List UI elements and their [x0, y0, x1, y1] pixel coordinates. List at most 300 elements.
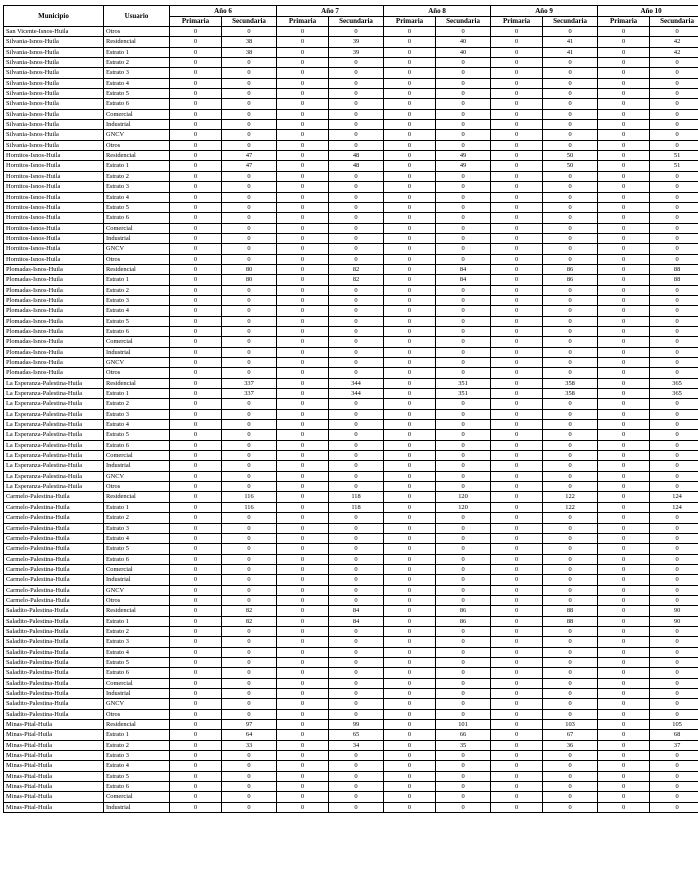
cell-usuario: Residencial: [104, 37, 170, 47]
cell-secundaria: 67: [543, 730, 598, 740]
cell-primaria: 0: [491, 606, 543, 616]
cell-secundaria: 0: [650, 89, 698, 99]
cell-primaria: 0: [598, 171, 650, 181]
table-row: [4, 420, 698, 430]
table-row: [4, 502, 698, 512]
cell-secundaria: 0: [329, 368, 384, 378]
cell-primaria: 0: [491, 223, 543, 233]
cell-primaria: 0: [384, 378, 436, 388]
cell-primaria: 0: [491, 782, 543, 792]
table-row: [4, 771, 698, 781]
cell-primaria: 0: [170, 709, 222, 719]
cell-primaria: 0: [598, 202, 650, 212]
cell-primaria: 0: [598, 99, 650, 109]
cell-usuario: Estrato 2: [104, 513, 170, 523]
cell-municipio: Carmelo-Palestina-Huila: [4, 523, 104, 533]
cell-secundaria: 337: [222, 378, 277, 388]
cell-primaria: 0: [277, 564, 329, 574]
cell-secundaria: 82: [329, 275, 384, 285]
cell-secundaria: 68: [650, 730, 698, 740]
cell-primaria: 0: [277, 130, 329, 140]
cell-primaria: 0: [598, 399, 650, 409]
table-row: [4, 554, 698, 564]
cell-primaria: 0: [384, 471, 436, 481]
cell-primaria: 0: [598, 233, 650, 243]
cell-secundaria: 0: [650, 761, 698, 771]
cell-municipio: Minas-Pital-Huila: [4, 761, 104, 771]
cell-primaria: 0: [598, 68, 650, 78]
cell-secundaria: 0: [543, 699, 598, 709]
cell-secundaria: 0: [650, 140, 698, 150]
cell-primaria: 0: [384, 792, 436, 802]
cell-municipio: Saladito-Palestina-Huila: [4, 647, 104, 657]
cell-primaria: 0: [170, 130, 222, 140]
cell-primaria: 0: [598, 409, 650, 419]
cell-primaria: 0: [170, 192, 222, 202]
cell-primaria: 0: [384, 782, 436, 792]
cell-secundaria: 0: [222, 130, 277, 140]
cell-secundaria: 36: [543, 740, 598, 750]
cell-secundaria: 0: [650, 595, 698, 605]
cell-primaria: 0: [277, 161, 329, 171]
cell-primaria: 0: [277, 771, 329, 781]
cell-primaria: 0: [598, 140, 650, 150]
cell-usuario: Estrato 1: [104, 389, 170, 399]
cell-primaria: 0: [491, 451, 543, 461]
cell-secundaria: 0: [650, 316, 698, 326]
cell-secundaria: 0: [650, 368, 698, 378]
cell-primaria: 0: [170, 492, 222, 502]
cell-secundaria: 86: [543, 264, 598, 274]
cell-primaria: 0: [384, 389, 436, 399]
cell-primaria: 0: [384, 192, 436, 202]
cell-primaria: 0: [491, 254, 543, 264]
cell-secundaria: 0: [222, 326, 277, 336]
cell-secundaria: 0: [222, 68, 277, 78]
table-row: [4, 471, 698, 481]
cell-secundaria: 0: [650, 192, 698, 202]
cell-secundaria: 0: [222, 761, 277, 771]
cell-municipio: Minas-Pital-Huila: [4, 802, 104, 812]
cell-primaria: 0: [491, 689, 543, 699]
cell-usuario: GNCV: [104, 244, 170, 254]
cell-secundaria: 0: [222, 647, 277, 657]
cell-secundaria: 0: [650, 657, 698, 667]
cell-secundaria: 88: [650, 275, 698, 285]
cell-usuario: Estrato 3: [104, 523, 170, 533]
cell-primaria: 0: [491, 151, 543, 161]
cell-primaria: 0: [491, 626, 543, 636]
cell-primaria: 0: [277, 616, 329, 626]
cell-primaria: 0: [170, 37, 222, 47]
table-row: [4, 213, 698, 223]
cell-primaria: 0: [277, 657, 329, 667]
cell-secundaria: 0: [222, 202, 277, 212]
cell-primaria: 0: [277, 316, 329, 326]
cell-secundaria: 0: [650, 27, 698, 37]
cell-secundaria: 82: [222, 616, 277, 626]
cell-usuario: Industrial: [104, 802, 170, 812]
cell-primaria: 0: [491, 761, 543, 771]
cell-primaria: 0: [170, 58, 222, 68]
cell-primaria: 0: [491, 647, 543, 657]
cell-primaria: 0: [598, 761, 650, 771]
cell-municipio: San Vicente-Isnos-Huila: [4, 27, 104, 37]
cell-secundaria: 0: [650, 471, 698, 481]
cell-secundaria: 82: [329, 264, 384, 274]
cell-primaria: 0: [384, 295, 436, 305]
cell-secundaria: 0: [650, 109, 698, 119]
cell-primaria: 0: [491, 161, 543, 171]
cell-municipio: Minas-Pital-Huila: [4, 792, 104, 802]
cell-secundaria: 0: [650, 326, 698, 336]
cell-secundaria: 0: [436, 451, 491, 461]
cell-secundaria: 0: [329, 626, 384, 636]
cell-secundaria: 0: [222, 689, 277, 699]
cell-primaria: 0: [277, 699, 329, 709]
cell-secundaria: 80: [222, 264, 277, 274]
cell-primaria: 0: [598, 326, 650, 336]
cell-usuario: Otros: [104, 709, 170, 719]
cell-secundaria: 0: [650, 120, 698, 130]
cell-municipio: Plomadas-Isnos-Huila: [4, 337, 104, 347]
cell-primaria: 0: [277, 533, 329, 543]
cell-usuario: Residencial: [104, 378, 170, 388]
cell-secundaria: 0: [436, 709, 491, 719]
cell-primaria: 0: [491, 502, 543, 512]
cell-secundaria: 0: [222, 295, 277, 305]
table-row: [4, 161, 698, 171]
cell-secundaria: 51: [650, 151, 698, 161]
cell-primaria: 0: [491, 523, 543, 533]
table-row: [4, 440, 698, 450]
cell-secundaria: 0: [436, 223, 491, 233]
cell-secundaria: 0: [543, 213, 598, 223]
cell-secundaria: 0: [329, 668, 384, 678]
cell-secundaria: 0: [436, 647, 491, 657]
cell-secundaria: 0: [436, 564, 491, 574]
cell-secundaria: 0: [329, 68, 384, 78]
cell-primaria: 0: [277, 264, 329, 274]
cell-primaria: 0: [170, 461, 222, 471]
cell-secundaria: 0: [543, 595, 598, 605]
table-row: [4, 120, 698, 130]
cell-secundaria: 0: [543, 647, 598, 657]
cell-primaria: 0: [384, 306, 436, 316]
cell-secundaria: 0: [329, 337, 384, 347]
cell-usuario: Estrato 5: [104, 544, 170, 554]
table-row: [4, 761, 698, 771]
cell-secundaria: 0: [543, 89, 598, 99]
cell-secundaria: 0: [222, 368, 277, 378]
cell-primaria: 0: [170, 151, 222, 161]
cell-secundaria: 0: [329, 523, 384, 533]
cell-secundaria: 86: [543, 275, 598, 285]
cell-primaria: 0: [170, 47, 222, 57]
cell-secundaria: 0: [543, 120, 598, 130]
table-row: [4, 295, 698, 305]
table-row: [4, 78, 698, 88]
cell-secundaria: 0: [543, 678, 598, 688]
table-row: [4, 730, 698, 740]
cell-secundaria: 365: [650, 389, 698, 399]
cell-primaria: 0: [491, 440, 543, 450]
cell-secundaria: 41: [543, 37, 598, 47]
cell-secundaria: 40: [436, 37, 491, 47]
cell-secundaria: 0: [650, 78, 698, 88]
cell-secundaria: 0: [650, 678, 698, 688]
table-row: [4, 606, 698, 616]
cell-secundaria: 86: [436, 616, 491, 626]
header-year-6: Año 6: [170, 6, 277, 17]
cell-usuario: Otros: [104, 482, 170, 492]
cell-primaria: 0: [384, 171, 436, 181]
cell-secundaria: 0: [436, 471, 491, 481]
cell-secundaria: 0: [329, 120, 384, 130]
cell-primaria: 0: [598, 295, 650, 305]
cell-primaria: 0: [598, 482, 650, 492]
cell-primaria: 0: [384, 409, 436, 419]
cell-primaria: 0: [170, 761, 222, 771]
cell-primaria: 0: [491, 513, 543, 523]
cell-primaria: 0: [277, 337, 329, 347]
cell-secundaria: 0: [543, 782, 598, 792]
cell-primaria: 0: [598, 523, 650, 533]
cell-primaria: 0: [598, 782, 650, 792]
cell-municipio: Silvania-Isnos-Huila: [4, 78, 104, 88]
cell-usuario: Estrato 6: [104, 326, 170, 336]
cell-secundaria: 0: [329, 554, 384, 564]
cell-secundaria: 0: [329, 358, 384, 368]
cell-municipio: Hornitos-Isnos-Huila: [4, 244, 104, 254]
cell-secundaria: 0: [543, 109, 598, 119]
table-row: [4, 709, 698, 719]
cell-secundaria: 0: [436, 99, 491, 109]
table-row: [4, 68, 698, 78]
cell-primaria: 0: [384, 678, 436, 688]
header-secundaria: Secundaria: [650, 17, 698, 27]
cell-primaria: 0: [277, 637, 329, 647]
cell-usuario: Comercial: [104, 678, 170, 688]
cell-primaria: 0: [384, 213, 436, 223]
cell-municipio: Silvania-Isnos-Huila: [4, 120, 104, 130]
cell-secundaria: 0: [329, 58, 384, 68]
cell-secundaria: 0: [436, 761, 491, 771]
cell-primaria: 0: [170, 358, 222, 368]
cell-primaria: 0: [384, 657, 436, 667]
table-row: [4, 585, 698, 595]
cell-municipio: Hornitos-Isnos-Huila: [4, 213, 104, 223]
cell-primaria: 0: [491, 306, 543, 316]
cell-secundaria: 0: [436, 544, 491, 554]
cell-primaria: 0: [491, 554, 543, 564]
cell-secundaria: 120: [436, 502, 491, 512]
cell-primaria: 0: [277, 544, 329, 554]
cell-primaria: 0: [598, 513, 650, 523]
cell-secundaria: 0: [436, 306, 491, 316]
cell-usuario: Otros: [104, 27, 170, 37]
cell-primaria: 0: [598, 451, 650, 461]
cell-primaria: 0: [598, 213, 650, 223]
cell-primaria: 0: [491, 264, 543, 274]
cell-primaria: 0: [598, 626, 650, 636]
cell-secundaria: 0: [650, 223, 698, 233]
cell-primaria: 0: [598, 678, 650, 688]
cell-secundaria: 0: [329, 171, 384, 181]
cell-primaria: 0: [170, 161, 222, 171]
cell-primaria: 0: [277, 761, 329, 771]
cell-primaria: 0: [170, 213, 222, 223]
cell-secundaria: 0: [222, 461, 277, 471]
cell-municipio: Silvania-Isnos-Huila: [4, 58, 104, 68]
cell-secundaria: 0: [222, 120, 277, 130]
cell-secundaria: 0: [650, 347, 698, 357]
table-row: [4, 316, 698, 326]
cell-primaria: 0: [491, 295, 543, 305]
cell-secundaria: 0: [543, 130, 598, 140]
cell-primaria: 0: [598, 502, 650, 512]
cell-secundaria: 0: [436, 140, 491, 150]
cell-secundaria: 0: [222, 782, 277, 792]
cell-municipio: Saladito-Palestina-Huila: [4, 657, 104, 667]
cell-secundaria: 0: [436, 326, 491, 336]
cell-primaria: 0: [277, 626, 329, 636]
cell-primaria: 0: [170, 99, 222, 109]
table-row: [4, 47, 698, 57]
cell-secundaria: 122: [543, 492, 598, 502]
cell-secundaria: 0: [436, 751, 491, 761]
cell-secundaria: 0: [329, 202, 384, 212]
cell-secundaria: 0: [329, 254, 384, 264]
cell-primaria: 0: [598, 709, 650, 719]
table-row: [4, 513, 698, 523]
header-primaria: Primaria: [598, 17, 650, 27]
cell-primaria: 0: [277, 233, 329, 243]
cell-secundaria: 0: [222, 285, 277, 295]
cell-municipio: Carmelo-Palestina-Huila: [4, 554, 104, 564]
cell-secundaria: 0: [650, 295, 698, 305]
cell-secundaria: 0: [329, 285, 384, 295]
cell-secundaria: 0: [436, 58, 491, 68]
cell-usuario: Industrial: [104, 689, 170, 699]
cell-primaria: 0: [170, 554, 222, 564]
cell-usuario: GNCV: [104, 699, 170, 709]
cell-primaria: 0: [384, 751, 436, 761]
cell-primaria: 0: [170, 792, 222, 802]
cell-secundaria: 97: [222, 720, 277, 730]
cell-municipio: Carmelo-Palestina-Huila: [4, 492, 104, 502]
cell-municipio: La Esperanza-Palestina-Huila: [4, 420, 104, 430]
cell-secundaria: 0: [222, 792, 277, 802]
cell-usuario: Industrial: [104, 461, 170, 471]
cell-primaria: 0: [277, 171, 329, 181]
cell-primaria: 0: [598, 554, 650, 564]
cell-primaria: 0: [170, 409, 222, 419]
cell-primaria: 0: [491, 130, 543, 140]
cell-secundaria: 0: [543, 513, 598, 523]
cell-primaria: 0: [170, 782, 222, 792]
cell-secundaria: 101: [436, 720, 491, 730]
table-row: [4, 740, 698, 750]
cell-usuario: Estrato 4: [104, 78, 170, 88]
cell-secundaria: 0: [650, 585, 698, 595]
cell-secundaria: 0: [329, 109, 384, 119]
cell-secundaria: 0: [650, 533, 698, 543]
cell-primaria: 0: [277, 78, 329, 88]
cell-primaria: 0: [491, 420, 543, 430]
cell-primaria: 0: [491, 585, 543, 595]
cell-primaria: 0: [170, 223, 222, 233]
cell-secundaria: 0: [329, 482, 384, 492]
cell-primaria: 0: [170, 244, 222, 254]
cell-usuario: Estrato 4: [104, 761, 170, 771]
cell-secundaria: 0: [329, 223, 384, 233]
cell-primaria: 0: [384, 27, 436, 37]
cell-primaria: 0: [491, 47, 543, 57]
cell-secundaria: 0: [543, 326, 598, 336]
cell-secundaria: 0: [543, 564, 598, 574]
cell-secundaria: 66: [436, 730, 491, 740]
cell-secundaria: 88: [650, 264, 698, 274]
cell-usuario: Estrato 4: [104, 420, 170, 430]
table-row: [4, 482, 698, 492]
cell-primaria: 0: [491, 616, 543, 626]
cell-secundaria: 365: [650, 378, 698, 388]
cell-secundaria: 0: [222, 58, 277, 68]
cell-primaria: 0: [277, 347, 329, 357]
cell-primaria: 0: [170, 564, 222, 574]
data-table: [3, 5, 698, 813]
cell-secundaria: 0: [543, 140, 598, 150]
cell-municipio: Saladito-Palestina-Huila: [4, 626, 104, 636]
cell-secundaria: 0: [543, 295, 598, 305]
cell-municipio: Hornitos-Isnos-Huila: [4, 233, 104, 243]
cell-secundaria: 0: [650, 513, 698, 523]
cell-usuario: Otros: [104, 140, 170, 150]
cell-secundaria: 0: [222, 637, 277, 647]
cell-secundaria: 0: [436, 130, 491, 140]
cell-primaria: 0: [170, 337, 222, 347]
cell-primaria: 0: [598, 420, 650, 430]
cell-primaria: 0: [277, 89, 329, 99]
cell-primaria: 0: [491, 461, 543, 471]
cell-secundaria: 0: [543, 285, 598, 295]
cell-secundaria: 103: [543, 720, 598, 730]
cell-secundaria: 0: [436, 368, 491, 378]
cell-primaria: 0: [491, 637, 543, 647]
cell-secundaria: 0: [329, 244, 384, 254]
table-row: [4, 337, 698, 347]
cell-primaria: 0: [170, 533, 222, 543]
cell-usuario: Estrato 3: [104, 751, 170, 761]
table-row: [4, 657, 698, 667]
cell-secundaria: 0: [543, 668, 598, 678]
cell-usuario: Estrato 6: [104, 668, 170, 678]
cell-secundaria: 0: [543, 802, 598, 812]
cell-secundaria: 48: [329, 151, 384, 161]
cell-primaria: 0: [598, 58, 650, 68]
cell-primaria: 0: [170, 595, 222, 605]
cell-primaria: 0: [277, 244, 329, 254]
cell-municipio: Silvania-Isnos-Huila: [4, 47, 104, 57]
table-row: [4, 27, 698, 37]
cell-secundaria: 0: [436, 678, 491, 688]
cell-primaria: 0: [491, 792, 543, 802]
cell-municipio: Plomadas-Isnos-Huila: [4, 316, 104, 326]
cell-primaria: 0: [277, 99, 329, 109]
cell-primaria: 0: [491, 564, 543, 574]
cell-primaria: 0: [598, 657, 650, 667]
